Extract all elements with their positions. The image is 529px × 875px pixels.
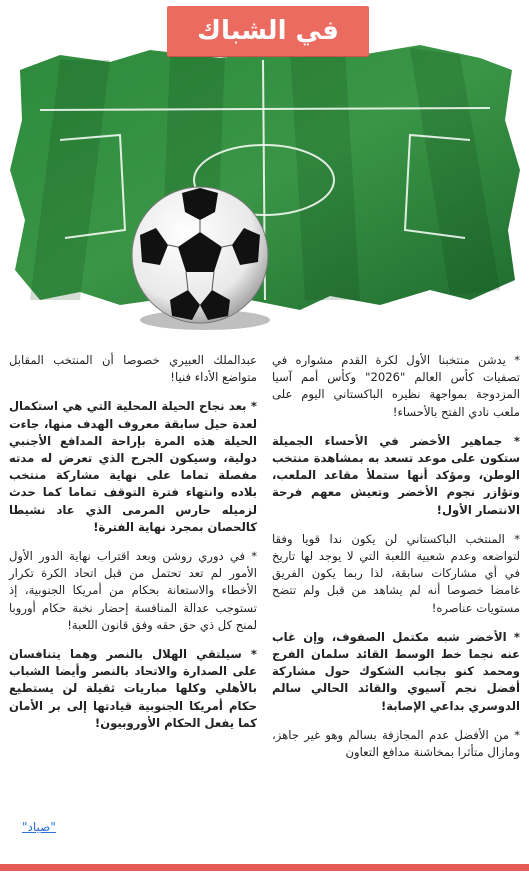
- article-column-left: [9, 352, 257, 744]
- paragraph: * في دوري روشن وبعد اقتراب نهاية الدور الأول الأمور لم تعد تحتمل من قبل اتحاد الكرة تكرار الأخطاء والاستعانة بحكام من أمريكا الجنوبية، إذ تستوجب عدالة المنافسة إحضار نخبة حكام أوروبا لمنح كل ذي حق حقه وفق قانون اللعبة!: [9, 549, 257, 632]
- bottom-divider: [0, 864, 529, 871]
- paragraph: * من الأفضل عدم المجازفة بسالم وهو غير جاهز، ومازال متأثرا بمخاشنة مدافع التعاون: [272, 727, 520, 760]
- paragraph: عبدالملك العبيري خصوصا أن المنتخب المقابل متواضع الأداء فنيا!: [9, 353, 257, 385]
- article-column-right: [272, 352, 520, 773]
- paragraph: * يدشن منتخبنا الأول لكرة القدم مشواره في تصفيات كأس العالم "2026" وكأس أمم آسيا المزدوجة بمواجهة نظيره الباكستاني اليوم على ملعب نادي الفتح بالأحساء!: [272, 353, 521, 419]
- hero-image: [0, 0, 529, 345]
- paragraph-bold: * سيلتقي الهلال بالنصر وهما يتنافسان على الصدارة والاتحاد بالنصر وأيضا الشباب بالأهلي وكلها مباريات ثقيلة لن يستطيع حكام أمريكا الجنوبية قيادتها إلى بر الأمان كما يفعل الحكام الأوروبيون!: [9, 647, 257, 730]
- paragraph-bold: * الأخضر شبه مكتمل الصفوف، وإن غاب عنه نجما خط الوسط القائد سلمان الفرج ومحمد كنو بجانب الشكوك حول مشاركة أفضل نجم آسيوي والقائد الحالي سالم الدوسري بداعي الإصابة!: [272, 629, 520, 713]
- paragraph: * المنتخب الباكستاني لن يكون ندا قويا وفقا لتواضعه وعدم شعبية اللعبة التي لا يوجد لها تاريخ في أي مشاركات سابقة، لذا ربما يكون الفريق غامضا خصوصا أنه لم يشاهد من قبل ولم تتضح مستويات عناصره!: [272, 531, 520, 615]
- soccer-ball-icon: [132, 187, 268, 323]
- headline-banner: [167, 6, 369, 56]
- paragraph-bold: * جماهير الأخضر في الأحساء الجميلة ستكون على موعد تسعد به بمشاهدة منتخب الوطن، ومؤكد أنها ستملأ مقاعد الملعب، وتؤازر نجوم الأخضر وتعيش معهم فرحة الانتصار الأول!: [272, 433, 520, 517]
- author-byline: "صياد": [22, 820, 56, 834]
- page-title: في الشباك: [197, 16, 339, 46]
- paragraph-bold: * بعد نجاح الحيلة المحلية التي هي استكمال لعدة حيل سابقة معروف الهدف منها، جاءت الحيلة هذه المرة بإراحة المدافع الأجنبي دولية، وسيكون الجرح الذي تعرض له مدته مفصلة تماما على نهاية مشاركة منتخب بلاده وانتهاء فترة التوقف تماما كما حدث لزميله حارس المرمى الذي عاد نشيطا كالحصان بمجرد نهاية الفترة!: [9, 399, 257, 534]
